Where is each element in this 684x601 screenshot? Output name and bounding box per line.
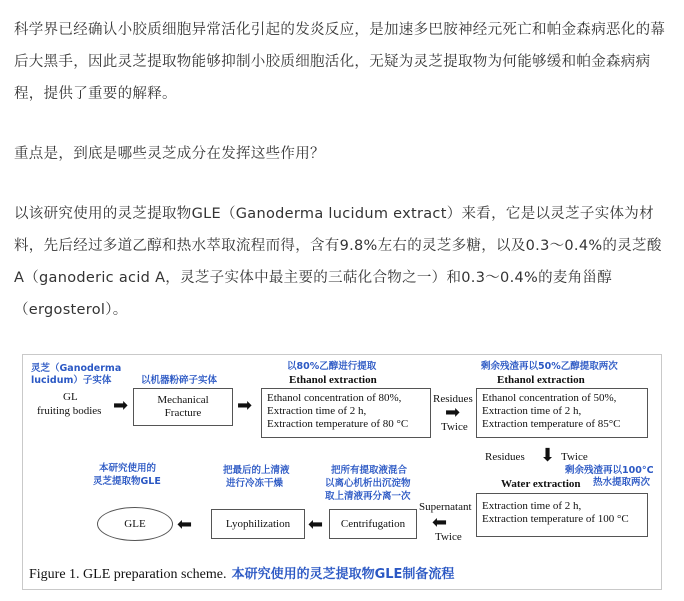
ethanol-80-cn-label: 以80%乙醇进行提取 xyxy=(287,361,377,372)
centrifugation-label: Centrifugation xyxy=(340,518,406,530)
gle-cn-label-1: 本研究使用的 xyxy=(99,463,157,474)
eth1-line-2: Extraction time of 2 h, xyxy=(267,405,367,417)
ethanol-extraction-2-box xyxy=(476,388,648,438)
water-extraction-title: Water extraction xyxy=(501,478,581,490)
raw-material-cn-label-2: lucidum）子实体 xyxy=(31,375,112,386)
eth2-line-3: Extraction temperature of 85°C xyxy=(482,418,621,430)
ethanol-extraction-1-box xyxy=(261,388,431,438)
centrifugation-box xyxy=(329,509,417,539)
water-cn-label-1: 剩余残渣再以100°C xyxy=(565,465,654,476)
twice-label-3: Twice xyxy=(435,531,462,543)
eth1-line-1: Ethanol concentration of 80%, xyxy=(267,392,402,404)
arrow-right-icon: ➡ xyxy=(445,402,461,423)
figure-caption xyxy=(29,563,454,583)
residues-label-2: Residues xyxy=(485,451,525,463)
figure-caption-en: Figure 1. GLE preparation scheme. xyxy=(29,567,227,582)
supernatant-label: Supernatant xyxy=(419,501,472,513)
eth1-line-3: Extraction temperature of 80 °C xyxy=(267,418,409,430)
centrifugation-cn-label-1: 把所有提取液混合 xyxy=(331,465,408,476)
paragraph-1: 科学界已经确认小胶质细胞异常活化引起的发炎反应，是加速多巴胺神经元死亡和帕金森病恶化的幕后大黑手，因此灵芝提取物能够抑制小胶质细胞活化，无疑为灵芝提取物为何能够缓和帕金森病病程，提供了重要的解释。 xyxy=(14,22,666,102)
twice-label-2: Twice xyxy=(561,451,588,463)
arrow-right-icon: ➡ xyxy=(237,395,253,416)
raw-material-label-1: GL xyxy=(63,391,78,403)
paragraph-2: 重点是，到底是哪些灵芝成分在发挥这些作用？ xyxy=(14,146,325,162)
ethanol-50-cn-label: 剩余残渣再以50%乙醇提取两次 xyxy=(481,361,618,372)
water-cn-label-2: 热水提取两次 xyxy=(593,477,651,488)
lyophilization-label: Lyophilization xyxy=(225,518,291,530)
eth2-line-2: Extraction time of 2 h, xyxy=(482,405,582,417)
paragraph-3: 以该研究使用的灵芝提取物GLE（Ganoderma lucidum extract）来看，它是以灵芝子实体为材料，先后经过多道乙醇和热水萃取流程而得，含有9.8%左右的灵芝多糖，以及0.3～0.4%的灵芝酸A（ganoderic acid A，灵芝子实体中最主要的三萜化合物之一）和0.3～0.4%的麦角甾醇（ergosterol）。 xyxy=(14,206,662,318)
twice-label-1: Twice xyxy=(441,421,468,433)
figure-caption-cn: 本研究使用的灵芝提取物GLE制备流程 xyxy=(231,567,455,582)
fracture-label-1: Mechanical xyxy=(157,394,209,406)
gle-cn-label-2: 灵芝提取物GLE xyxy=(93,476,161,487)
ethanol-extraction-2-title: Ethanol extraction xyxy=(497,374,585,386)
fracture-label-2: Fracture xyxy=(164,407,202,419)
arrow-left-icon: ⬅ xyxy=(308,514,324,535)
raw-material-cn-label-1: 灵芝（Ganoderma xyxy=(31,363,122,374)
water-line-2: Extraction temperature of 100 °C xyxy=(482,513,629,525)
lyophilization-cn-label-1: 把最后的上清液 xyxy=(223,465,290,476)
lyophilization-box xyxy=(211,509,305,539)
figure-gle-scheme xyxy=(22,354,662,590)
gle-oval xyxy=(97,507,173,541)
arrow-down-icon: ⬇ xyxy=(540,445,556,466)
eth2-line-1: Ethanol concentration of 50%, xyxy=(482,392,617,404)
residues-label-1: Residues xyxy=(433,393,473,405)
arrow-left-icon: ⬅ xyxy=(432,512,448,533)
fracture-cn-label: 以机器粉碎子实体 xyxy=(141,375,218,386)
mechanical-fracture-box xyxy=(133,388,233,426)
lyophilization-cn-label-2: 进行冷冻干燥 xyxy=(226,478,284,489)
arrow-left-icon: ⬅ xyxy=(177,514,193,535)
centrifugation-cn-label-2: 以离心机析出沉淀物 xyxy=(325,478,411,489)
water-extraction-box xyxy=(476,493,648,537)
arrow-right-icon: ➡ xyxy=(113,395,129,416)
raw-material-label-2: fruiting bodies xyxy=(37,405,102,417)
ethanol-extraction-1-title: Ethanol extraction xyxy=(289,374,377,386)
water-line-1: Extraction time of 2 h, xyxy=(482,500,582,512)
centrifugation-cn-label-3: 取上清液再分离一次 xyxy=(325,491,411,502)
gle-label: GLE xyxy=(124,518,146,530)
